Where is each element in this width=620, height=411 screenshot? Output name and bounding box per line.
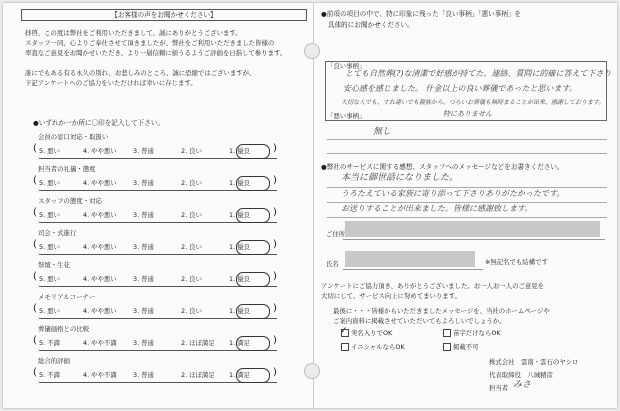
rating-option[interactable]: 2. 良い <box>181 275 202 283</box>
bracket-icon: ) <box>273 143 277 154</box>
bracket-icon: ) <box>273 367 277 378</box>
option-surname: 苗字だけならOK <box>453 329 501 337</box>
selected-circle <box>236 336 270 351</box>
q1-line2: 具体的にお聞かせください。 <box>328 21 414 29</box>
rating-option[interactable]: 2. 良い <box>181 243 202 251</box>
selected-circle <box>236 208 270 223</box>
selected-circle <box>236 368 270 383</box>
rating-option[interactable]: 2. 良い <box>181 147 202 155</box>
punch-hole <box>304 363 320 379</box>
option-realname: 実名入りでOK <box>351 329 393 337</box>
name-line <box>343 269 483 270</box>
rating-option[interactable]: 4. やや悪い <box>83 275 117 283</box>
bracket-icon: ( <box>33 239 37 250</box>
rating-option[interactable]: 3. 普通 <box>133 371 154 379</box>
bracket-icon: ( <box>33 303 37 314</box>
intro-line: 誰にでもある有る永久の別れ、お悲しみのところ、誠に恐縮ではございますが、 <box>25 69 256 77</box>
bracket-icon: ( <box>33 367 37 378</box>
rating-option[interactable]: 4. やや悪い <box>83 243 117 251</box>
bracket-icon: ( <box>33 207 37 218</box>
question-label: 祭壇・生花 <box>38 261 70 269</box>
rating-option[interactable]: 5. 不満 <box>39 371 60 379</box>
good-handwriting-2: 安心感を感じました。 什金以上の良い葬儀であったと思います。 <box>343 84 577 93</box>
bullet-icon: ● <box>33 119 39 127</box>
rating-option[interactable]: 4. やや悪い <box>83 179 117 187</box>
rating-option[interactable]: 4. やや不満 <box>83 339 117 347</box>
rating-option[interactable]: 4. やや不満 <box>83 371 117 379</box>
rating-option[interactable]: 1. 満足 <box>229 339 250 347</box>
closing-line-1: アンケートにご協力頂き、ありがとうございました。お一人お一人のご意見を <box>321 282 545 290</box>
address-label: ご住所 <box>326 230 346 238</box>
rating-option[interactable]: 5. 不満 <box>39 339 60 347</box>
message-handwriting-1: 本当に御世話になりました。 <box>341 173 459 183</box>
option-checkbox-surname[interactable] <box>443 329 451 337</box>
bracket-icon: ) <box>273 303 277 314</box>
survey-sheet <box>3 3 617 408</box>
name-label: 氏名 <box>326 260 339 268</box>
bracket-icon: ( <box>33 143 37 154</box>
message-handwriting-2: うろたえている家族に寄り添って下さりありがたかったです。 <box>341 189 565 198</box>
rating-option[interactable]: 3. 普通 <box>133 307 154 315</box>
address-line <box>343 239 605 240</box>
bracket-icon: ) <box>273 207 277 218</box>
q1-line1: 前項の項目の中で、特に印象に残った「良い事柄」「悪い事柄」を <box>326 10 522 18</box>
rating-option[interactable]: 1. 満足 <box>229 371 250 379</box>
bracket-icon: ( <box>33 175 37 186</box>
rating-option[interactable]: 2. 良い <box>181 179 202 187</box>
question-1 <box>321 11 521 18</box>
bracket-icon: ( <box>33 271 37 282</box>
rating-option[interactable]: 3. 普通 <box>133 147 154 155</box>
bracket-icon: ) <box>273 335 277 346</box>
bracket-icon: ) <box>273 239 277 250</box>
question-2 <box>321 164 564 171</box>
rating-option[interactable]: 1. 優良 <box>229 307 250 315</box>
rating-option[interactable]: 2. ほぼ満足 <box>181 371 215 379</box>
rating-option[interactable]: 5. 悪い <box>39 307 60 315</box>
intro-line: 拝啓、この度は弊社をご利用いただきまして、誠にありがとうございます。 <box>25 29 242 37</box>
question-label: スタッフの態度・対応 <box>38 197 102 205</box>
redacted-address <box>345 221 600 237</box>
rule-line <box>327 202 607 203</box>
rating-option[interactable]: 1. 優良 <box>229 243 250 251</box>
punch-hole <box>304 43 320 59</box>
bracket-icon: ) <box>273 175 277 186</box>
rating-option[interactable]: 1. 優良 <box>229 211 250 219</box>
instruction <box>33 120 164 127</box>
question-label: メモリアルコーナー <box>38 293 96 301</box>
rating-option[interactable]: 2. ほぼ満足 <box>181 339 215 347</box>
instruction-text: いずれか一か所に〇印を記入して下さい。 <box>38 119 165 127</box>
intro-line: スタッフ一同、心よりご奉仕させて頂きましたが、弊社をご利用いただきました皆様の <box>25 39 275 47</box>
staff-signature: みさ <box>513 380 532 390</box>
rating-option[interactable]: 3. 普通 <box>133 179 154 187</box>
selected-circle <box>236 240 270 255</box>
bullet-icon: ● <box>321 10 327 18</box>
good-handwriting-1: とても自然葬(?)な清潔で好感が持てた。連絡、質問に的確に答えて下さり <box>345 69 612 78</box>
closing-line-2: 大切にして、サービス向上に努めてまいります。 <box>321 292 461 300</box>
rating-option[interactable]: 3. 普通 <box>133 243 154 251</box>
selected-circle <box>236 272 270 287</box>
rating-option[interactable]: 4. やや悪い <box>83 307 117 315</box>
q2-text: 弊社のサービスに関する感想、スタッフへのメッセージなどをお書きください。 <box>326 163 564 171</box>
rule-line <box>327 187 607 188</box>
selected-circle <box>236 144 270 159</box>
center-fold <box>313 3 314 408</box>
rating-option[interactable]: 5. 悪い <box>39 147 60 155</box>
publish-line-2: ご案内資料に掲載させていただいてもよろしいでしょうか。 <box>333 317 506 325</box>
bullet-icon: ● <box>321 163 327 171</box>
rating-option[interactable]: 3. 普通 <box>133 339 154 347</box>
staff-label: 担当者 <box>489 384 509 392</box>
intro-line: 下記アンケートへのご協力をいただければ幸いに存じます。 <box>25 79 197 87</box>
rating-option[interactable]: 2. 良い <box>181 211 202 219</box>
check-mark-icon: ✓ <box>340 326 348 336</box>
question-label: 担当者の礼儀・態度 <box>38 165 96 173</box>
option-initials: イニシャルならOK <box>351 343 405 351</box>
selected-circle <box>236 176 270 191</box>
rating-option[interactable]: 1. 優良 <box>229 275 250 283</box>
rating-option[interactable]: 3. 普通 <box>133 275 154 283</box>
option-decline: 掲載不可 <box>453 343 479 351</box>
bad-handwriting-2: 無し <box>373 127 392 137</box>
rating-option[interactable]: 5. 悪い <box>39 211 60 219</box>
option-checkbox-decline[interactable] <box>443 343 451 351</box>
question-label: 総合的評価 <box>38 357 70 365</box>
survey-title: 【お客様の声をお聞かせください】 <box>21 9 307 21</box>
rating-option[interactable]: 1. 優良 <box>229 179 250 187</box>
rating-option[interactable]: 4. やや悪い <box>83 211 117 219</box>
option-checkbox-initials[interactable] <box>341 343 349 351</box>
bracket-icon: ( <box>33 335 37 346</box>
name-note: ※無記名でも結構です <box>485 258 548 266</box>
bad-label: 「悪い事柄」 <box>327 112 366 120</box>
question-label: 司会・式進行 <box>38 229 77 237</box>
rating-option[interactable]: 5. 悪い <box>39 275 60 283</box>
rule-line <box>327 217 607 218</box>
question-label: 葬儀価格との比較 <box>38 325 90 333</box>
good-label: 「良い事柄」 <box>327 62 366 70</box>
rating-option[interactable]: 1. 優良 <box>229 147 250 155</box>
rating-option[interactable]: 3. 普通 <box>133 211 154 219</box>
intro-line: 率直なご意見をお聞かせいただき、より一層信頼に値うるようご評価を日指して参ります。 <box>25 49 287 57</box>
rule-line <box>327 153 607 154</box>
company-name: 株式会社 雲南・雲石のヤシロ <box>489 358 579 366</box>
bracket-icon: ) <box>273 271 277 282</box>
message-handwriting-3: お送りすることが出来ました。皆様に感謝致します。 <box>341 204 533 213</box>
rating-option[interactable]: 5. 悪い <box>39 243 60 251</box>
rating-option[interactable]: 2. 良い <box>181 307 202 315</box>
ceo-name: 代表取締役 八城精彦 <box>489 371 553 379</box>
rating-option[interactable]: 5. 悪い <box>39 179 60 187</box>
rating-option[interactable]: 4. やや悪い <box>83 147 117 155</box>
rule-line <box>327 139 607 140</box>
bad-handwriting: 特にありません <box>443 110 492 118</box>
question-label: 会員の窓口対応・取扱い <box>38 133 109 141</box>
good-handwriting-3: 大切な人でも、すれ違いでも親族から、つらいお葬儀も無時まることが出来、感謝しております。 <box>341 99 605 106</box>
redacted-name <box>345 251 475 267</box>
publish-line-1: 最後に・・・皆様からいただきましたメッセージを、当社のホームページや <box>333 307 550 315</box>
selected-circle <box>236 304 270 319</box>
